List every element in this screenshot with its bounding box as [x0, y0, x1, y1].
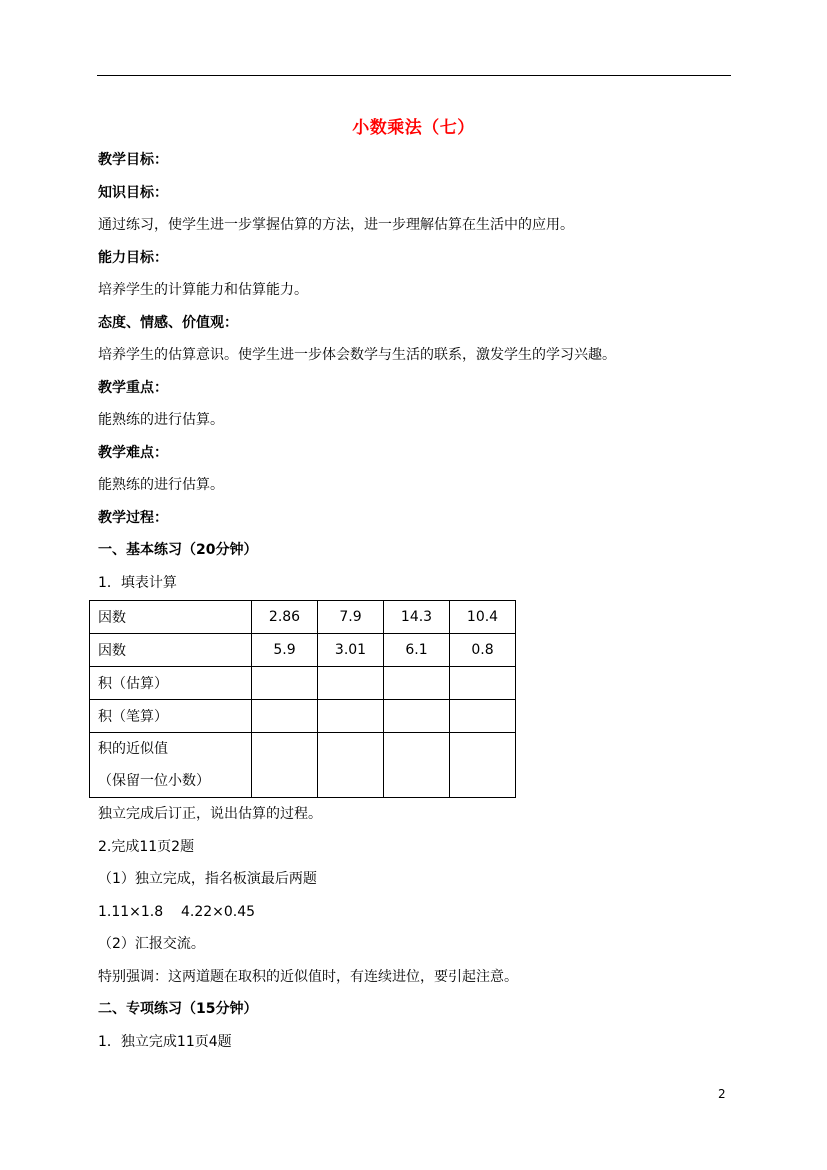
- table-row: [90, 733, 516, 798]
- page-number: 2: [718, 1087, 726, 1101]
- heading-key-points: 教学重点：: [98, 380, 168, 396]
- table-cell: 6.1: [384, 634, 450, 667]
- fill-in-table: [89, 600, 516, 798]
- heading-teaching-goals: 教学目标：: [98, 152, 168, 168]
- table-row: [90, 700, 516, 733]
- row-label: 积（笔算）: [90, 700, 252, 733]
- paragraph-attitude: 培养学生的估算意识。使学生进一步体会数学与生活的联系，激发学生的学习兴趣。: [98, 347, 616, 363]
- table-cell: 10.4: [450, 601, 516, 634]
- item-complete-p11-q4: 1．独立完成11页4题: [98, 1034, 232, 1050]
- paragraph-ability: 培养学生的计算能力和估算能力。: [98, 282, 308, 298]
- table-cell-empty: [252, 700, 318, 733]
- table-cell: 3.01: [318, 634, 384, 667]
- table-cell-empty: [252, 667, 318, 700]
- table-cell: 7.9: [318, 601, 384, 634]
- paragraph-after-table: 独立完成后订正，说出估算的过程。: [98, 806, 322, 822]
- heading-basic-practice: 一、基本练习（20分钟）: [98, 542, 258, 558]
- table-row: [90, 601, 516, 634]
- table-cell-empty: [450, 667, 516, 700]
- header-rule: [97, 75, 731, 76]
- paragraph-difficulties: 能熟练的进行估算。: [98, 477, 224, 493]
- table-cell: 2.86: [252, 601, 318, 634]
- table-cell: 0.8: [450, 634, 516, 667]
- row-label: 积（估算）: [90, 667, 252, 700]
- heading-special-practice: 二、专项练习（15分钟）: [98, 1001, 258, 1017]
- sub-item-1: （1）独立完成，指名板演最后两题: [98, 871, 317, 887]
- heading-process: 教学过程：: [98, 510, 168, 526]
- heading-difficulties: 教学难点：: [98, 445, 168, 461]
- heading-knowledge-goals: 知识目标：: [98, 185, 168, 201]
- item-fill-table: 1．填表计算: [98, 575, 177, 591]
- row-label: 因数: [90, 601, 252, 634]
- heading-ability-goals: 能力目标：: [98, 250, 168, 266]
- item-complete-p11-q2: 2.完成11页2题: [98, 839, 195, 855]
- table-cell: 14.3: [384, 601, 450, 634]
- page-title: 小数乘法（七）: [352, 118, 475, 138]
- table-cell: 5.9: [252, 634, 318, 667]
- table-cell-empty: [318, 700, 384, 733]
- paragraph-emphasis: 特别强调：这两道题在取积的近似值时，有连续进位，要引起注意。: [98, 969, 518, 985]
- table-row: [90, 634, 516, 667]
- table-row: [90, 667, 516, 700]
- table-cell-empty: [318, 733, 384, 798]
- heading-attitude: 态度、情感、价值观：: [98, 315, 238, 331]
- row-label-line-1: 积的近似值: [98, 741, 168, 757]
- table-cell-empty: [252, 733, 318, 798]
- expressions: 1.11×1.8 4.22×0.45: [98, 904, 256, 920]
- table-cell-empty: [450, 700, 516, 733]
- paragraph-knowledge: 通过练习，使学生进一步掌握估算的方法，进一步理解估算在生活中的应用。: [98, 217, 574, 233]
- table-cell-empty: [384, 700, 450, 733]
- table-cell-empty: [318, 667, 384, 700]
- row-label: 因数: [90, 634, 252, 667]
- sub-item-2: （2）汇报交流。: [98, 936, 205, 952]
- paragraph-key-points: 能熟练的进行估算。: [98, 412, 224, 428]
- table-cell-empty: [384, 733, 450, 798]
- table-cell-empty: [450, 733, 516, 798]
- table-cell-empty: [384, 667, 450, 700]
- row-label-line-2: （保留一位小数）: [98, 773, 210, 789]
- row-label-multiline: [90, 733, 252, 798]
